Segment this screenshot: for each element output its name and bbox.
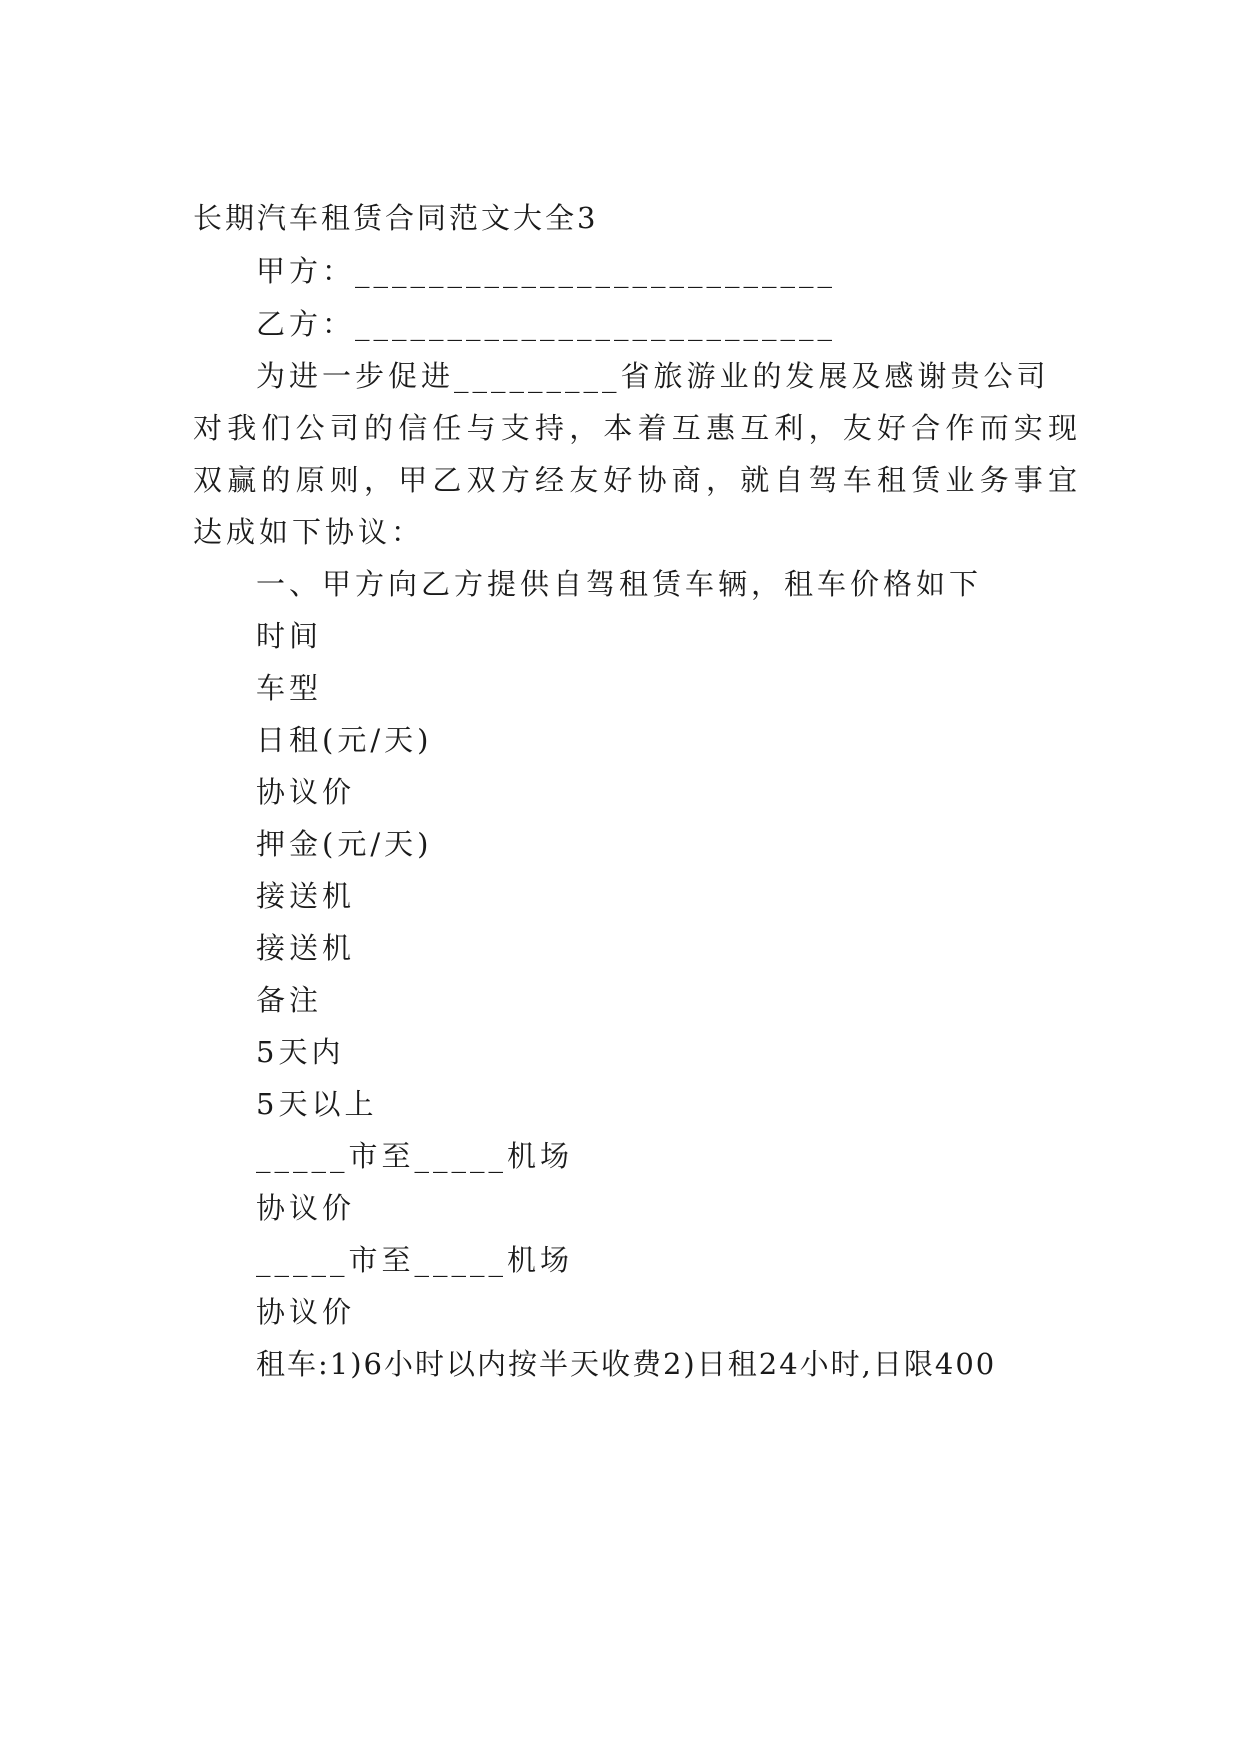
table-item: 接送机 xyxy=(256,931,356,965)
table-item: 5天内 xyxy=(256,1035,345,1069)
table-item: 5天以上 xyxy=(256,1087,378,1121)
table-item: 时间 xyxy=(256,619,323,653)
table-item: 押金(元/天) xyxy=(256,827,433,861)
table-item: 车型 xyxy=(256,671,323,705)
table-item: 日租(元/天) xyxy=(256,723,433,757)
table-item: 协议价 xyxy=(256,775,356,809)
document-title: 长期汽车租赁合同范文大全3 xyxy=(193,201,599,235)
party-a-line: 甲方：__________________________ xyxy=(256,254,837,288)
table-item: 接送机 xyxy=(256,879,356,913)
intro-paragraph-line: 为进一步促进_________省旅游业的发展及感谢贵公司 xyxy=(256,359,1050,393)
intro-paragraph-line: 双赢的原则，甲乙双方经友好协商，就自驾车租赁业务事宜 xyxy=(193,463,1083,497)
table-item: _____市至_____机场 xyxy=(256,1139,574,1173)
table-item: 协议价 xyxy=(256,1295,356,1329)
intro-paragraph-line: 对我们公司的信任与支持，本着互惠互利，友好合作而实现 xyxy=(193,411,1083,445)
table-item: _____市至_____机场 xyxy=(256,1243,574,1277)
rental-terms-line: 租车:1)6小时以内按半天收费2)日租24小时,日限400 xyxy=(256,1347,997,1381)
party-b-line: 乙方：__________________________ xyxy=(256,307,837,341)
intro-paragraph-line: 达成如下协议： xyxy=(193,515,425,549)
table-item: 协议价 xyxy=(256,1191,356,1225)
clause-heading: 一、甲方向乙方提供自驾租赁车辆，租车价格如下 xyxy=(256,567,983,601)
table-item: 备注 xyxy=(256,983,323,1017)
